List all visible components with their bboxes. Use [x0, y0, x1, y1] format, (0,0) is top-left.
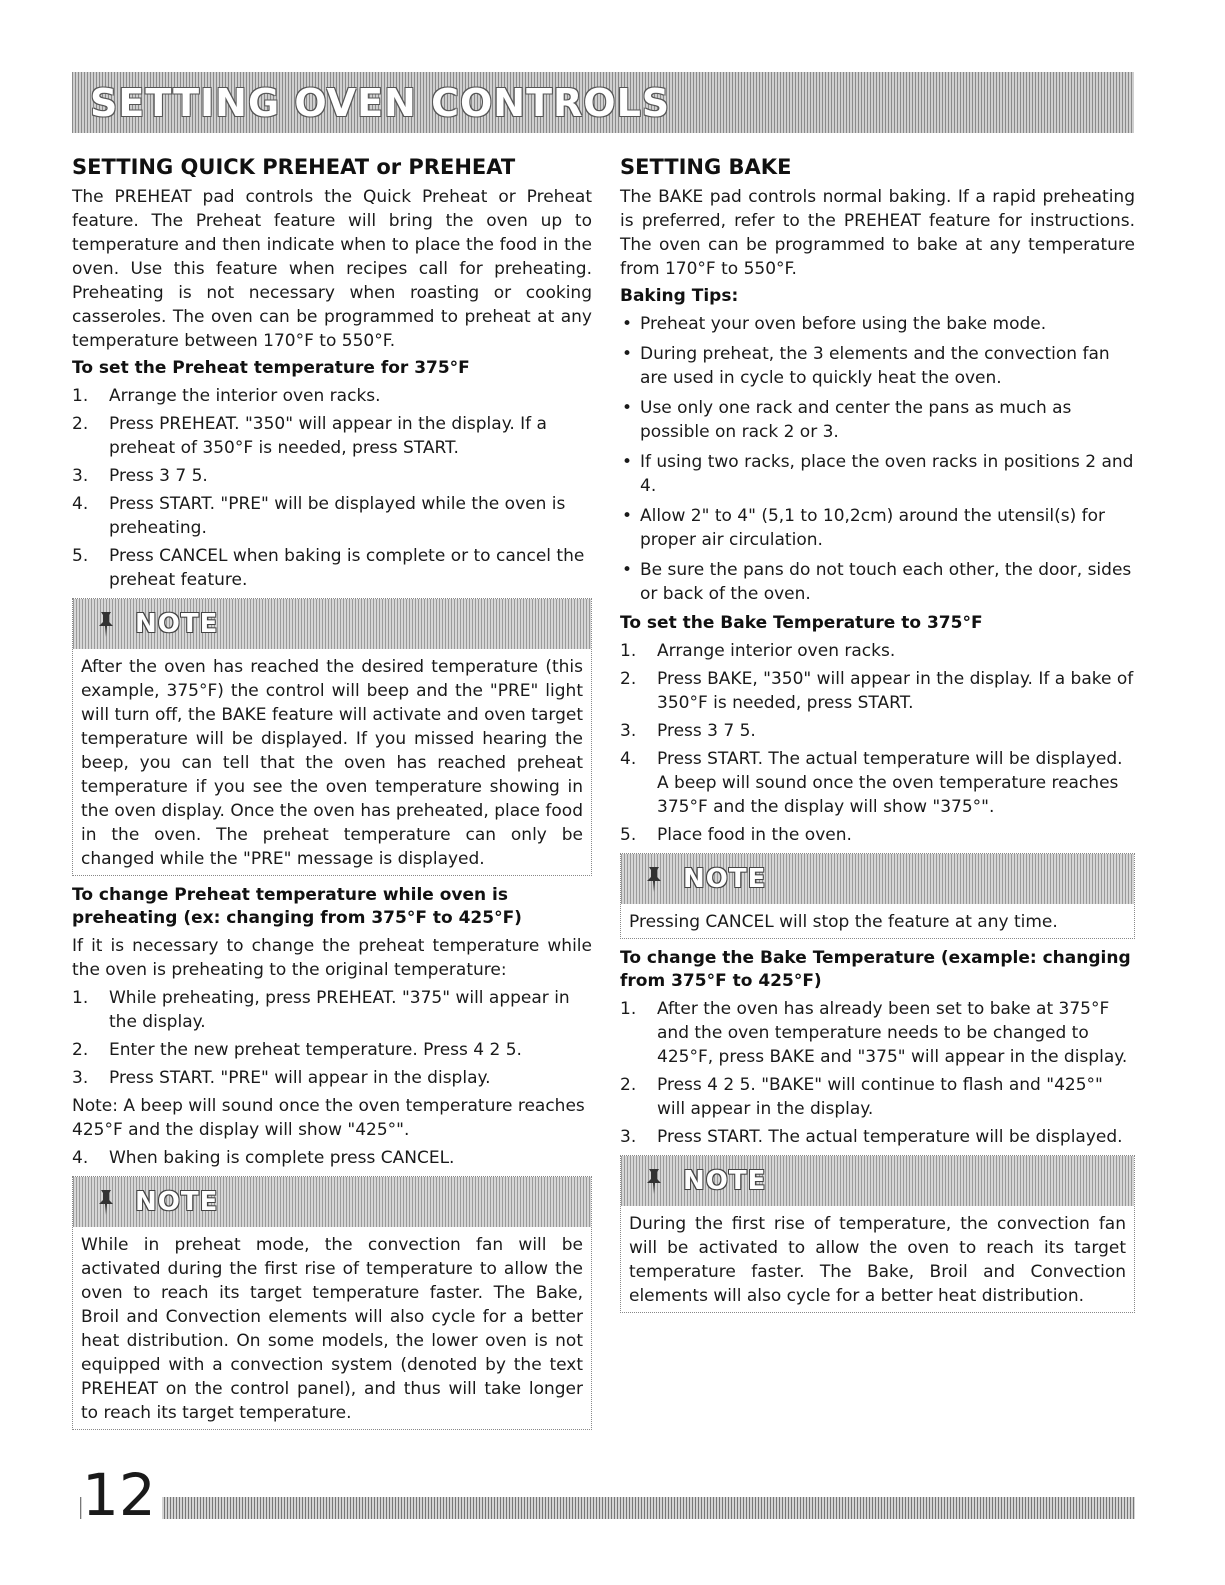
left-set-heading: To set the Preheat temperature for 375°F — [72, 358, 470, 378]
pushpin-icon — [639, 1166, 669, 1196]
step-text: Press START. "PRE" will appear in the display. — [109, 1068, 491, 1088]
step-text: Press START. The actual temperature will be displayed. — [657, 1127, 1123, 1147]
note-box — [72, 598, 592, 876]
list-item — [620, 719, 1135, 743]
note-text: After the oven has reached the desired temperature (this example, 375°F) the control will beep and the "PRE" light will turn off, the BAKE feature will activate and oven target temperature will be displayed. If you missed hearing the beep, you can tell that the oven has reached preheat temperature if you see the oven temperature showing in the oven display. Once the oven has preheated, place food in the oven. The preheat temperature can only be changed while the "PRE" message is displayed. — [81, 657, 583, 869]
list-item — [72, 544, 592, 592]
list-item — [72, 1146, 592, 1170]
step-text: When baking is complete press CANCEL. — [109, 1148, 455, 1168]
list-item: • Allow 2" to 4" (5,1 to 10,2cm) around the utensil(s) for proper air circulation. — [620, 504, 1135, 552]
left-intro: The PREHEAT pad controls the Quick Preheat or Preheat feature. The Preheat feature will bring the oven up to temperature and then indicate when to place the food in the oven. Use this feature when recipes call for preheating. Preheating is not necessary when roasting or cooking casseroles. The oven can be programmed to preheat at any temperature between 170°F to 550°F. — [72, 187, 592, 351]
list-item: • During preheat, the 3 elements and the convection fan are used in cycle to quickly heat the oven. — [620, 342, 1135, 390]
step-number: 1. — [620, 641, 637, 661]
step-number: 4. — [620, 749, 637, 769]
note-text: While in preheat mode, the convection fan will be activated during the first rise of temperature to allow the oven to reach its target temperature faster. The Bake, Broil and Convection elements will also cycle for a better heat distribution. On some models, the lower oven is not equipped with a convection system (denoted by the text PREHEAT on the control panel), and thus will take longer to reach its target temperature. — [81, 1235, 583, 1423]
right-set-steps — [620, 639, 1135, 847]
step-text: Press PREHEAT. "350" will appear in the display. If a preheat of 350°F is needed, press START. — [109, 414, 547, 458]
step-text: Press 4 2 5. "BAKE" will continue to flash and "425°" will appear in the display. — [657, 1075, 1103, 1119]
left-change-note: Note: A beep will sound once the oven temperature reaches 425°F and the display will show "425°". — [72, 1096, 585, 1140]
right-section-title: SETTING BAKE — [620, 155, 792, 179]
baking-tips-heading: Baking Tips: — [620, 286, 739, 306]
step-text: Press BAKE, "350" will appear in the display. If a bake of 350°F is needed, press START. — [657, 669, 1134, 713]
left-set-steps — [72, 384, 592, 592]
list-item — [72, 492, 592, 540]
list-item — [620, 747, 1135, 819]
step-text: Arrange interior oven racks. — [657, 641, 896, 661]
right-set-heading: To set the Bake Temperature to 375°F — [620, 613, 983, 633]
note-label: NOTE — [683, 1166, 767, 1196]
step-number: 5. — [620, 825, 637, 845]
step-text: Press CANCEL when baking is complete or to cancel the preheat feature. — [109, 546, 585, 590]
step-number: 4. — [72, 1148, 89, 1168]
list-item: • If using two racks, place the oven racks in positions 2 and 4. — [620, 450, 1135, 498]
step-number: 3. — [72, 466, 89, 486]
list-item — [72, 412, 592, 460]
pushpin-icon — [91, 609, 121, 639]
right-change-heading: To change the Bake Temperature (example: changing from 375°F to 425°F) — [620, 948, 1131, 991]
note-text: Pressing CANCEL will stop the feature at any time. — [629, 912, 1058, 932]
left-change-step4 — [72, 1146, 592, 1170]
note-header — [73, 599, 591, 649]
list-item — [620, 1073, 1135, 1121]
step-text: Place food in the oven. — [657, 825, 852, 845]
step-text: Press 3 7 5. — [109, 466, 208, 486]
list-item — [620, 639, 1135, 663]
step-number: 1. — [620, 999, 637, 1019]
right-intro: The BAKE pad controls normal baking. If a rapid preheating is preferred, refer to the PREHEAT feature for instructions. The oven can be programmed to bake at any temperature from 170°F to 550°F. — [620, 187, 1135, 279]
step-number: 2. — [620, 669, 637, 689]
list-item: • Be sure the pans do not touch each other, the door, sides or back of the oven. — [620, 558, 1135, 606]
note-label: NOTE — [135, 609, 219, 639]
list-item: • Preheat your oven before using the bake mode. — [620, 312, 1135, 336]
banner-title: SETTING OVEN CONTROLS — [90, 80, 671, 125]
note-box — [620, 853, 1135, 939]
list-item — [620, 997, 1135, 1069]
step-text: Enter the new preheat temperature. Press 4 2 5. — [109, 1040, 522, 1060]
left-change-steps — [72, 986, 592, 1090]
left-section-title: SETTING QUICK PREHEAT or PREHEAT — [72, 155, 516, 179]
section-banner — [72, 72, 1134, 133]
step-number: 3. — [620, 1127, 637, 1147]
note-header — [621, 1156, 1134, 1206]
baking-tips-list — [620, 312, 1135, 606]
pushpin-icon — [91, 1187, 121, 1217]
step-number: 2. — [72, 414, 89, 434]
step-text: Arrange the interior oven racks. — [109, 386, 381, 406]
list-item — [620, 1125, 1135, 1149]
step-text: Press START. The actual temperature will be displayed. A beep will sound once the oven temperature reaches 375°F and the display will show "375°". — [657, 749, 1123, 817]
right-change-steps — [620, 997, 1135, 1149]
page-number: 12 — [82, 1460, 162, 1530]
left-change-heading: To change Preheat temperature while oven is preheating (ex: changing from 375°F to 425°F) — [72, 885, 522, 928]
note-label: NOTE — [135, 1187, 219, 1217]
step-number: 3. — [72, 1068, 89, 1088]
pushpin-icon — [639, 864, 669, 894]
right-column — [620, 155, 1135, 1321]
note-header — [621, 854, 1134, 904]
list-item — [620, 667, 1135, 715]
note-box — [72, 1176, 592, 1430]
list-item: • Use only one rack and center the pans as much as possible on rack 2 or 3. — [620, 396, 1135, 444]
left-change-intro: If it is necessary to change the preheat temperature while the oven is preheating to the original temperature: — [72, 936, 592, 980]
step-number: 2. — [72, 1040, 89, 1060]
left-column — [72, 155, 592, 1438]
step-number: 3. — [620, 721, 637, 741]
step-number: 1. — [72, 988, 89, 1008]
list-item — [72, 986, 592, 1034]
note-label: NOTE — [683, 864, 767, 894]
note-text: During the first rise of temperature, the convection fan will be activated to allow the oven to reach its target temperature faster. The Bake, Broil and Convection elements will also cycle for a better heat distribution. — [629, 1214, 1126, 1306]
step-text: While preheating, press PREHEAT. "375" will appear in the display. — [109, 988, 570, 1032]
list-item — [72, 1066, 592, 1090]
list-item — [72, 1038, 592, 1062]
list-item — [72, 464, 592, 488]
step-text: Press 3 7 5. — [657, 721, 756, 741]
step-number: 2. — [620, 1075, 637, 1095]
step-number: 5. — [72, 546, 89, 566]
footer-bar — [80, 1497, 1135, 1519]
note-box — [620, 1155, 1135, 1313]
step-text: After the oven has already been set to bake at 375°F and the oven temperature needs to be changed to 425°F, press BAKE and "375" will appear in the display. — [657, 999, 1128, 1067]
list-item — [620, 823, 1135, 847]
step-number: 1. — [72, 386, 89, 406]
note-header — [73, 1177, 591, 1227]
list-item — [72, 384, 592, 408]
step-text: Press START. "PRE" will be displayed while the oven is preheating. — [109, 494, 566, 538]
step-number: 4. — [72, 494, 89, 514]
